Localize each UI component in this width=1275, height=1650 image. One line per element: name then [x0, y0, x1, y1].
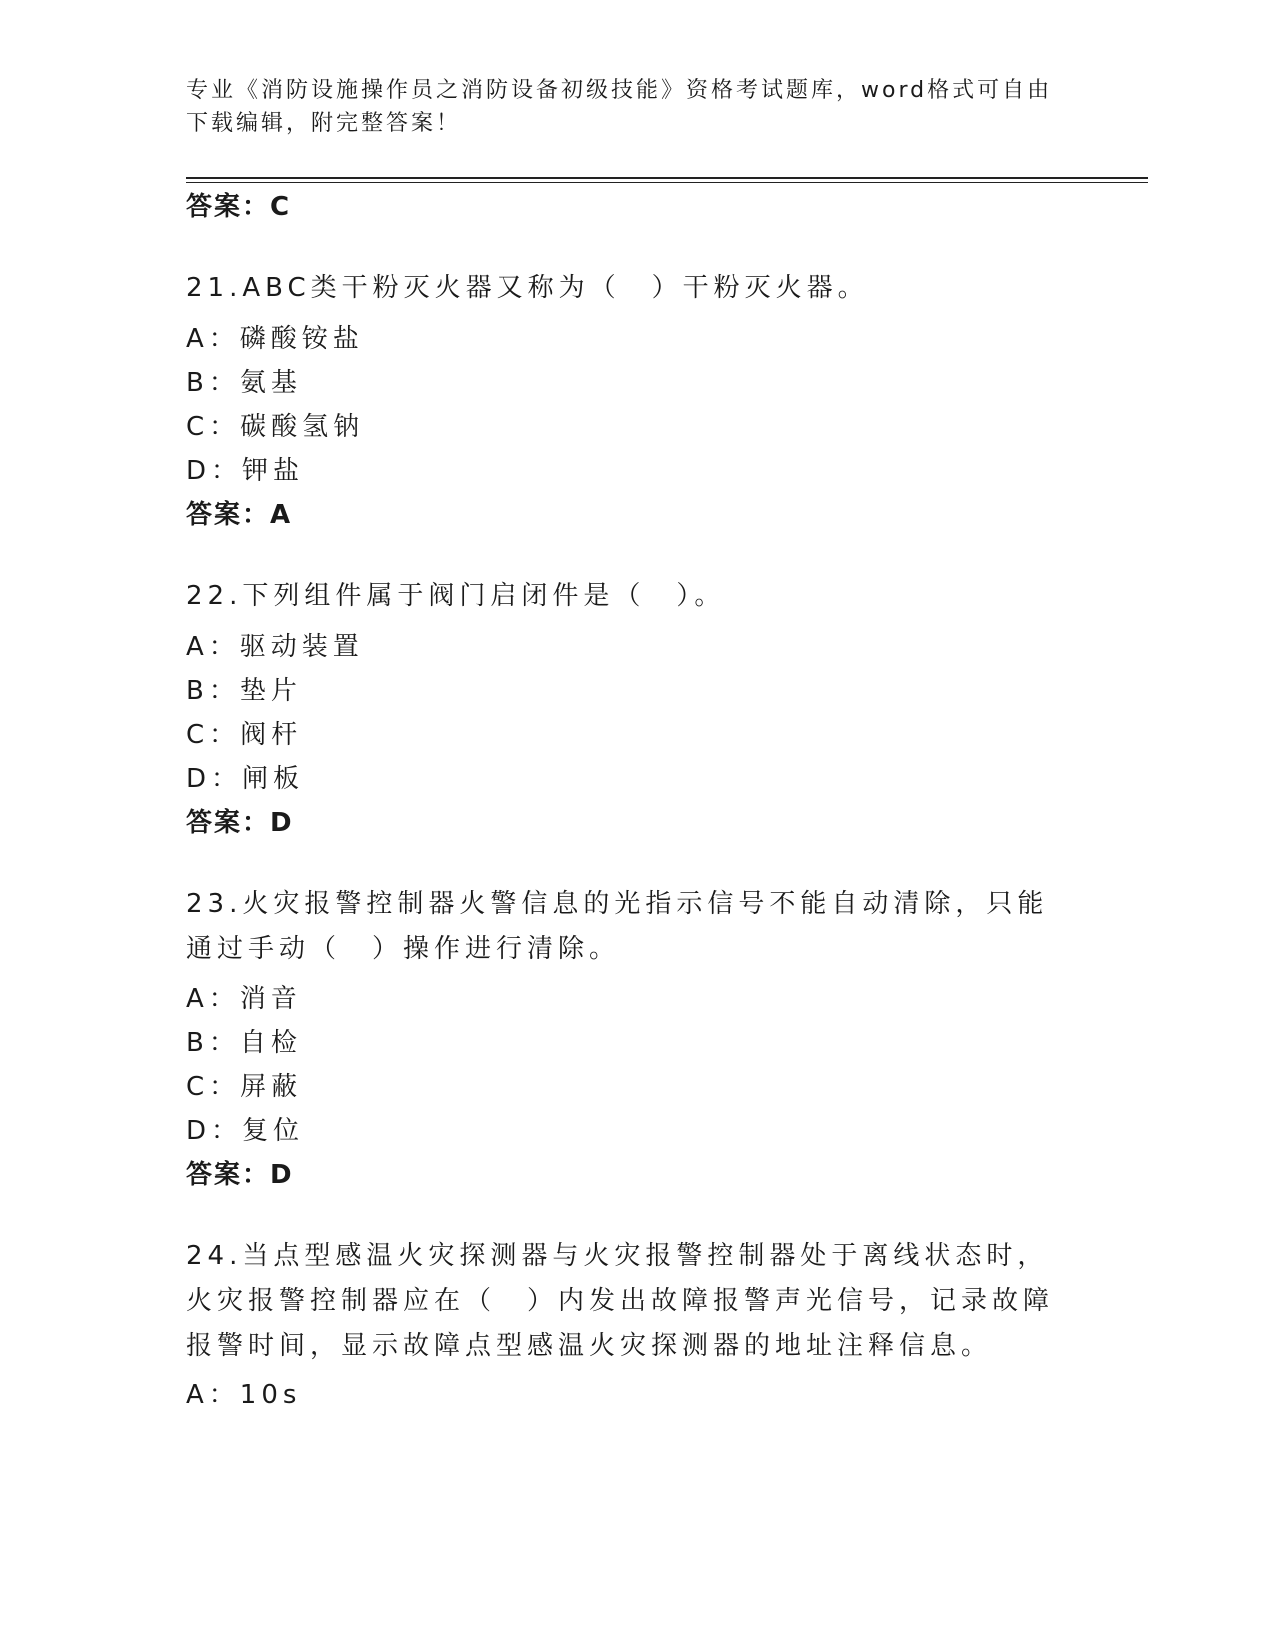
option-23-d: D：复位 — [186, 1116, 305, 1146]
option-23-a: A：消音 — [186, 984, 302, 1014]
option-21-b: B：氨基 — [186, 368, 302, 398]
answer-23: 答案：D — [186, 1160, 294, 1190]
question-23: 23.火灾报警控制器火警信息的光指示信号不能自动清除，只能通过手动（ ）操作进行清除。 — [186, 889, 1049, 964]
answer-22: 答案：D — [186, 808, 294, 838]
answer-21: 答案：A — [186, 500, 293, 530]
option-23-c: C：屏蔽 — [186, 1072, 303, 1102]
header-divider — [186, 177, 1148, 183]
option-22-d: D：闸板 — [186, 764, 305, 794]
option-21-d: D：钾盐 — [186, 456, 305, 486]
answer-20: 答案：C — [186, 192, 292, 222]
option-21-a: A：磷酸铵盐 — [186, 324, 364, 354]
option-22-a: A：驱动装置 — [186, 632, 364, 662]
option-21-c: C：碳酸氢钠 — [186, 412, 365, 442]
question-21: 21.ABC类干粉灭火器又称为（ ）干粉灭火器。 — [186, 273, 869, 303]
option-22-c: C：阀杆 — [186, 720, 303, 750]
question-22: 22.下列组件属于阀门启闭件是（ ）。 — [186, 581, 726, 611]
question-24: 24.当点型感温火灾探测器与火灾报警控制器处于离线状态时，火灾报警控制器应在（ ）内发出故障报警声光信号，记录故障报警时间，显示故障点型感温火灾探测器的地址注释信息。 — [186, 1241, 1055, 1361]
document-header: 专业《消防设施操作员之消防设备初级技能》资格考试题库，word格式可自由下载编辑，附完整答案！ — [186, 78, 1053, 136]
option-22-b: B：垫片 — [186, 676, 302, 706]
option-24-a: A：10s — [186, 1380, 302, 1410]
option-23-b: B：自检 — [186, 1028, 302, 1058]
